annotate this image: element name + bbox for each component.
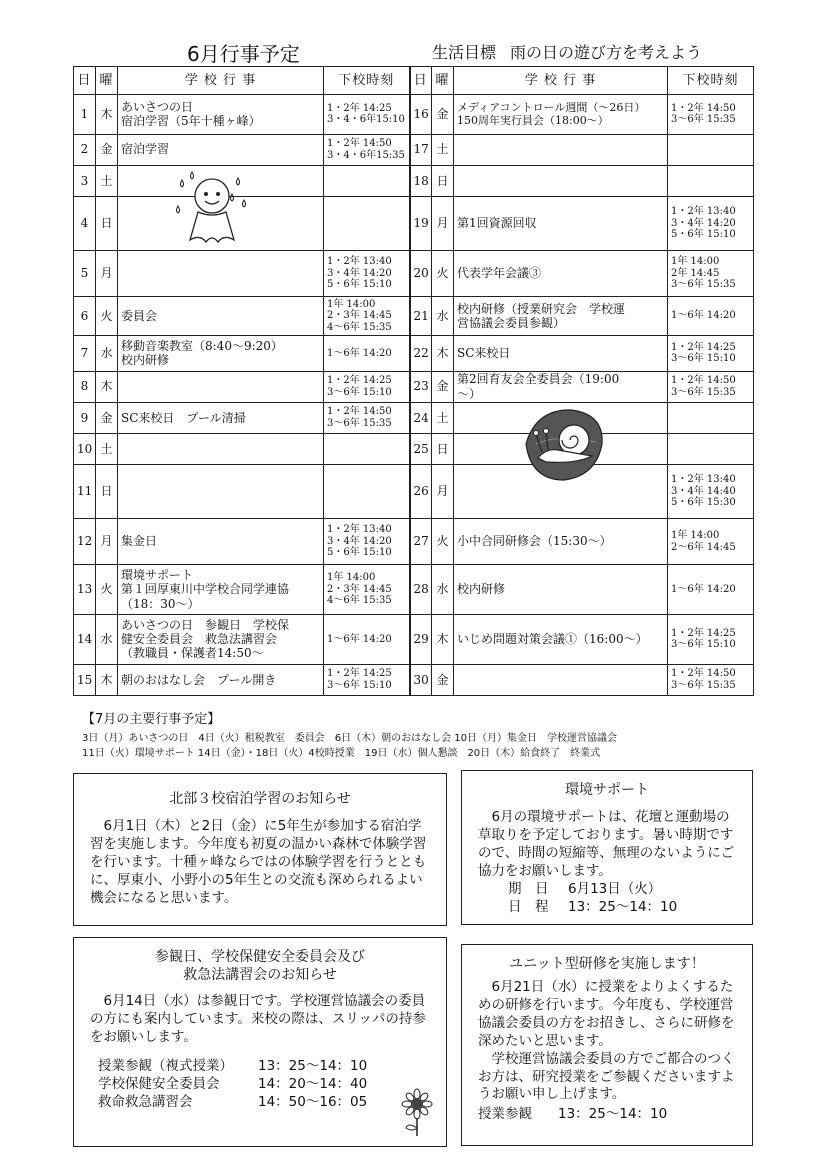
dismissal-time-cell-line: 1・2年 14:50 xyxy=(671,375,736,387)
goal-text: 雨の日の遊び方を考えよう xyxy=(510,43,703,62)
event-cell-line: 校内研修（授業研究会 学校運 xyxy=(457,301,626,316)
dismissal-time-cell-line: 3～6年 15:10 xyxy=(671,353,736,365)
event-cell-line: 第１回厚東川中学校合同学連協 xyxy=(121,582,290,597)
weekday-cell: 火 xyxy=(432,250,454,296)
day-cell: 11 xyxy=(74,465,96,519)
dismissal-time-cell xyxy=(668,519,754,565)
event-cell-line: 小中合同研修会（15:30～） xyxy=(457,534,612,549)
header-cell: 下校時刻 xyxy=(668,67,754,95)
dismissal-time-cell xyxy=(668,614,754,664)
dismissal-time-cell xyxy=(668,196,754,250)
open-class-day-title-line-2: 救急法講習会のお知らせ xyxy=(183,967,337,984)
event-cell xyxy=(118,519,324,565)
day-cell: 3 xyxy=(74,165,96,196)
event-cell xyxy=(118,664,324,695)
event-cell-line: 朝のおはなし会 プール開き xyxy=(121,672,277,687)
dismissal-time-cell xyxy=(324,134,410,165)
event-cell-line: 150周年実行員会（18:00～） xyxy=(457,114,609,128)
event-cell-line: 移動音楽教室（8:40～9:20） xyxy=(121,338,283,353)
overnight-study-notice xyxy=(73,773,447,926)
dismissal-time-cell xyxy=(324,165,410,196)
day-cell: 20 xyxy=(410,250,432,296)
weekday-cell: 火 xyxy=(432,519,454,565)
schedule-row-time: 13：25～14：10 xyxy=(258,1058,368,1075)
table-row xyxy=(74,95,754,135)
table-row xyxy=(74,134,754,165)
day-cell: 21 xyxy=(410,296,432,336)
open-class-day-body: 6月14日（水）は参観日です。学校運営協議会の委員の方にも案内しています。来校の際は、スリッパの持参をお願いします。 xyxy=(90,992,426,1045)
dismissal-time-cell xyxy=(668,402,754,433)
dismissal-time-cell xyxy=(324,433,410,464)
day-cell: 9 xyxy=(74,402,96,433)
dismissal-time-cell xyxy=(668,465,754,519)
day-cell: 16 xyxy=(410,95,432,135)
weekday-cell: 金 xyxy=(432,371,454,402)
dismissal-time-cell-line: 1・2年 14:25 xyxy=(327,375,392,387)
weekday-cell: 木 xyxy=(96,371,118,402)
dismissal-time-cell-line: 1年 14:00 xyxy=(671,256,720,268)
july-heading: 【7月の主要行事予定】 xyxy=(82,712,221,727)
event-cell xyxy=(454,614,668,664)
event-cell-line: 第2回育友会全委員会（19:00 xyxy=(457,372,620,387)
event-cell-line: あいさつの日 xyxy=(121,99,194,114)
day-cell: 28 xyxy=(410,564,432,614)
dismissal-time-cell-line: 5・6年 15:10 xyxy=(671,229,736,241)
table-row xyxy=(74,336,754,371)
day-cell: 5 xyxy=(74,250,96,296)
dismissal-time-cell-line: 1・2年 13:40 xyxy=(327,524,392,536)
dismissal-time-cell xyxy=(324,402,410,433)
unit-training-body-1: 6月21日（水）に授業をよりよくするための研修を行います。今年度も、学校運営協議会委員の方をお招きし、さらに研修を深めたいと思います。 xyxy=(478,979,735,1049)
event-cell xyxy=(454,296,668,336)
dismissal-time-cell-line: 1～6年 14:20 xyxy=(671,310,736,322)
day-cell: 14 xyxy=(74,614,96,664)
event-cell-line: （18：30～） xyxy=(121,596,200,611)
dismissal-time-cell-line: 3・4年 14:40 xyxy=(671,485,736,497)
open-class-day-schedule xyxy=(98,1058,430,1111)
event-cell xyxy=(454,336,668,371)
weekday-cell: 木 xyxy=(96,95,118,135)
unit-training-notice xyxy=(461,944,753,1146)
event-cell xyxy=(118,296,324,336)
day-cell: 18 xyxy=(410,165,432,196)
dismissal-time-cell xyxy=(324,336,410,371)
day-cell: 4 xyxy=(74,196,96,250)
dismissal-time-cell-line: 3・4年 14:20 xyxy=(327,535,392,547)
dismissal-time-cell xyxy=(668,250,754,296)
unit-training-title: ユニット型研修を実施します！ xyxy=(509,956,705,972)
environment-date-row xyxy=(508,881,736,899)
date-label: 期 日 xyxy=(508,880,549,897)
dismissal-time-cell-line: 1・2年 14:50 xyxy=(327,406,392,418)
dismissal-time-cell-line: 5・6年 15:10 xyxy=(327,547,392,559)
weekday-cell: 水 xyxy=(96,614,118,664)
event-cell xyxy=(454,134,668,165)
dismissal-time-cell xyxy=(668,165,754,196)
day-cell: 10 xyxy=(74,433,96,464)
day-cell: 23 xyxy=(410,371,432,402)
weekday-cell: 金 xyxy=(432,95,454,135)
weekday-cell: 月 xyxy=(96,250,118,296)
event-cell-line: SC来校日 プール清掃 xyxy=(121,410,246,425)
dismissal-time-cell-line: 1・2年 14:50 xyxy=(671,668,736,680)
unit-training-row-label: 授業参観 xyxy=(478,1106,532,1123)
weekday-cell: 木 xyxy=(96,664,118,695)
dismissal-time-cell xyxy=(668,371,754,402)
weekday-cell: 土 xyxy=(96,433,118,464)
page-title: 6月行事予定 xyxy=(187,42,300,66)
time-value: 13：25～14：10 xyxy=(568,898,678,915)
weekday-cell: 日 xyxy=(96,465,118,519)
event-cell-line: 第1回資源回収 xyxy=(457,216,537,231)
header-cell: 日 xyxy=(74,67,96,95)
table-row xyxy=(74,371,754,402)
dismissal-time-cell-line: 3～6年 15:35 xyxy=(671,679,736,691)
dismissal-time-cell-line: 2年 14:45 xyxy=(671,267,720,279)
event-cell-line: 校内研修 xyxy=(121,353,170,368)
event-cell-line: 代表学年会議③ xyxy=(457,266,542,281)
dismissal-time-cell-line: 3・4年 14:20 xyxy=(671,217,736,229)
dismissal-time-cell xyxy=(668,433,754,464)
goal-label: 生活目標 xyxy=(432,43,497,62)
dismissal-time-cell xyxy=(668,296,754,336)
event-cell xyxy=(454,250,668,296)
dismissal-time-cell-line: 1・2年 14:50 xyxy=(327,138,392,150)
dismissal-time-cell-line: 2・3年 14:45 xyxy=(327,310,392,322)
event-cell xyxy=(454,371,668,402)
schedule-row xyxy=(98,1094,430,1112)
dismissal-time-cell xyxy=(324,465,410,519)
event-cell-line: 環境サポート xyxy=(121,567,194,582)
dismissal-time-cell-line: 1年 14:00 xyxy=(671,530,720,542)
header-cell: 曜 xyxy=(96,67,118,95)
weekday-cell: 土 xyxy=(432,402,454,433)
event-cell-line: あいさつの日 参観日 学校保 xyxy=(121,617,290,632)
header-cell: 学 校 行 事 xyxy=(454,67,668,95)
dismissal-time-cell-line: 1年 14:00 xyxy=(327,572,376,584)
event-cell xyxy=(118,134,324,165)
dismissal-time-cell xyxy=(324,614,410,664)
weekday-cell: 月 xyxy=(432,196,454,250)
day-cell: 6 xyxy=(74,296,96,336)
dismissal-time-cell-line: 3～6年 15:35 xyxy=(327,417,392,429)
teru-teru-bozu-illustration xyxy=(172,170,252,248)
event-cell-line: 集金日 xyxy=(121,534,158,549)
event-cell xyxy=(118,564,324,614)
day-cell: 26 xyxy=(410,465,432,519)
dismissal-time-cell xyxy=(324,564,410,614)
event-cell-line: 宿泊学習（5年十種ヶ峰） xyxy=(121,114,261,129)
weekday-cell: 火 xyxy=(96,564,118,614)
dismissal-time-cell-line: 1・2年 14:25 xyxy=(327,668,392,680)
weekday-cell: 木 xyxy=(432,614,454,664)
unit-training-schedule-row xyxy=(478,1106,736,1124)
weekday-cell: 土 xyxy=(96,165,118,196)
dismissal-time-cell xyxy=(324,371,410,402)
environment-support-notice xyxy=(461,770,753,925)
weekday-cell: 水 xyxy=(432,296,454,336)
snail-on-leaf-illustration xyxy=(516,404,608,484)
table-row xyxy=(74,664,754,695)
life-goal xyxy=(432,40,702,63)
dismissal-time-cell xyxy=(668,95,754,135)
schedule-row xyxy=(98,1058,430,1076)
dismissal-time-cell-line: 1・2年 14:25 xyxy=(327,102,392,114)
event-cell-line: 宿泊学習 xyxy=(121,142,170,157)
schedule-row-label: 学校保健安全委員会 xyxy=(98,1076,220,1093)
event-cell-line: 健安全委員会 救急法講習会 xyxy=(121,632,278,647)
day-cell: 7 xyxy=(74,336,96,371)
event-cell xyxy=(118,614,324,664)
dismissal-time-cell-line: 5・6年 15:10 xyxy=(327,279,392,291)
weekday-cell: 金 xyxy=(96,402,118,433)
unit-training-body-2: 学校運営協議会委員の方でご都合のつくお方は、研究授業をご参観くださいますようお願い申し上げます。 xyxy=(478,1050,735,1103)
time-label: 日 程 xyxy=(508,898,549,915)
dismissal-time-cell-line: 2・3年 14:45 xyxy=(327,583,392,595)
dismissal-time-cell xyxy=(668,664,754,695)
table-row xyxy=(74,296,754,336)
day-cell: 2 xyxy=(74,134,96,165)
day-cell: 27 xyxy=(410,519,432,565)
event-cell xyxy=(454,165,668,196)
environment-time-row xyxy=(508,899,736,917)
event-cell-line: SC来校日 xyxy=(457,346,511,361)
dismissal-time-cell xyxy=(324,196,410,250)
day-cell: 19 xyxy=(410,196,432,250)
schedule-row-time: 14：50～16：05 xyxy=(258,1094,368,1110)
dismissal-time-cell-line: 1年 14:00 xyxy=(327,298,376,310)
july-events-line-1: 3日（月）あいさつの日 4日（火）租税教室 委員会 6日（木）朝のおはなし会 10日（月）集金日 学校運営協議会 xyxy=(82,733,617,744)
table-row xyxy=(74,250,754,296)
event-cell xyxy=(118,433,324,464)
dismissal-time-cell xyxy=(668,336,754,371)
schedule-row-label: 救命救急講習会 xyxy=(98,1094,193,1110)
event-cell-line: 校内研修 xyxy=(457,582,506,597)
table-row xyxy=(74,465,754,519)
event-cell xyxy=(454,564,668,614)
dismissal-time-cell-line: 3・4・6年15:35 xyxy=(327,149,405,161)
table-row xyxy=(74,433,754,464)
event-cell xyxy=(454,519,668,565)
dismissal-time-cell-line: 3・4・6年15:10 xyxy=(327,114,405,126)
weekday-cell: 月 xyxy=(432,465,454,519)
day-cell: 1 xyxy=(74,95,96,135)
unit-training-row-time: 13：25～14：10 xyxy=(558,1106,668,1123)
dismissal-time-cell xyxy=(324,519,410,565)
table-row xyxy=(74,564,754,614)
event-cell xyxy=(118,336,324,371)
event-cell xyxy=(454,196,668,250)
dismissal-time-cell xyxy=(324,95,410,135)
dismissal-time-cell-line: 2～6年 14:45 xyxy=(671,541,736,553)
open-class-day-notice xyxy=(73,937,447,1147)
day-cell: 17 xyxy=(410,134,432,165)
weekday-cell: 火 xyxy=(96,296,118,336)
dismissal-time-cell-line: 3～6年 15:10 xyxy=(671,639,736,651)
day-cell: 12 xyxy=(74,519,96,565)
schedule-row-time: 14：20～14：40 xyxy=(258,1076,368,1093)
environment-support-body: 6月の環境サポートは、花壇と運動場の草取りを予定しております。暑い時期ですので、時間の短縮等、無理のないようにご協力をお願いします。 xyxy=(478,809,735,879)
date-value: 6月13日（火） xyxy=(568,880,662,897)
schedule-table xyxy=(73,66,754,696)
event-cell-line: 営協議会委員参観） xyxy=(457,315,566,330)
event-cell-line: メディアコントロール週間（～26日） xyxy=(457,101,646,115)
day-cell: 30 xyxy=(410,664,432,695)
dismissal-time-cell-line: 1・2年 14:25 xyxy=(671,341,736,353)
weekday-cell: 水 xyxy=(96,336,118,371)
dismissal-time-cell-line: 1・2年 13:40 xyxy=(327,256,392,268)
weekday-cell: 土 xyxy=(432,134,454,165)
open-class-day-title xyxy=(90,948,430,985)
dismissal-time-cell-line: 1～6年 14:20 xyxy=(327,347,392,359)
day-cell: 22 xyxy=(410,336,432,371)
weekday-cell: 日 xyxy=(432,165,454,196)
day-cell: 24 xyxy=(410,402,432,433)
dismissal-time-cell-line: 3～6年 15:35 xyxy=(671,386,736,398)
event-cell-line: いじめ問題対策会議①（16:00～） xyxy=(457,632,648,647)
event-cell-line: ～） xyxy=(457,386,482,401)
weekday-cell: 木 xyxy=(432,336,454,371)
dismissal-time-cell xyxy=(668,134,754,165)
dismissal-time-cell-line: 1～6年 14:20 xyxy=(671,583,736,595)
header-cell: 下校時刻 xyxy=(324,67,410,95)
day-cell: 29 xyxy=(410,614,432,664)
dismissal-time-cell-line: 3・4年 14:20 xyxy=(327,267,392,279)
dismissal-time-cell-line: 4～6年 15:35 xyxy=(327,595,392,607)
overnight-study-title: 北部３校宿泊学習のお知らせ xyxy=(169,791,351,807)
dismissal-time-cell-line: 3～6年 15:10 xyxy=(327,386,392,398)
weekday-cell: 日 xyxy=(96,196,118,250)
day-cell: 15 xyxy=(74,664,96,695)
dismissal-time-cell xyxy=(324,250,410,296)
dismissal-time-cell-line: 3～6年 15:35 xyxy=(671,114,736,126)
event-cell xyxy=(118,250,324,296)
environment-support-title: 環境サポート xyxy=(565,782,649,798)
schedule-row xyxy=(98,1076,430,1094)
event-cell xyxy=(454,95,668,135)
dismissal-time-cell-line: 1・2年 13:40 xyxy=(671,474,736,486)
sunflower-icon xyxy=(400,1088,434,1136)
header-cell: 日 xyxy=(410,67,432,95)
day-cell: 13 xyxy=(74,564,96,614)
dismissal-time-cell-line: 1～6年 14:20 xyxy=(327,633,392,645)
weekday-cell: 日 xyxy=(432,433,454,464)
dismissal-time-cell xyxy=(668,564,754,614)
event-cell xyxy=(118,465,324,519)
dismissal-time-cell xyxy=(324,296,410,336)
dismissal-time-cell-line: 1・2年 14:50 xyxy=(671,102,736,114)
header-cell: 学 校 行 事 xyxy=(118,67,324,95)
event-cell xyxy=(118,402,324,433)
day-cell: 8 xyxy=(74,371,96,402)
dismissal-time-cell-line: 3～6年 15:10 xyxy=(327,679,392,691)
open-class-day-title-line-1: 参観日、学校保健安全委員会及び xyxy=(155,949,365,965)
table-row xyxy=(74,402,754,433)
weekday-cell: 金 xyxy=(432,664,454,695)
event-cell-line: 委員会 xyxy=(121,308,158,323)
event-cell-line: （教職員・保護者14:50～ xyxy=(121,646,264,661)
table-row xyxy=(74,519,754,565)
dismissal-time-cell-line: 1・2年 13:40 xyxy=(671,206,736,218)
table-header-row xyxy=(74,67,754,95)
table-row xyxy=(74,614,754,664)
weekday-cell: 金 xyxy=(96,134,118,165)
event-cell xyxy=(118,371,324,402)
july-events-line-2: 11日（火）環境サポート 14日（金）・18日（火）4校時授業 19日（水）個人懇談 20日（木）給食終了 終業式 xyxy=(82,748,601,759)
overnight-study-body: 6月1日（木）と2日（金）に5年生が参加する宿泊学習を実施します。今年度も初夏の温かい森林で体験学習を行います。十種ヶ峰ならではの体験学習を行うとともに、厚東小、小野小の5年生との交流も深められるよい機会になると思います。 xyxy=(90,818,427,906)
day-cell: 25 xyxy=(410,433,432,464)
header-cell: 曜 xyxy=(432,67,454,95)
dismissal-time-cell-line: 3～6年 15:35 xyxy=(671,279,736,291)
dismissal-time-cell xyxy=(324,664,410,695)
weekday-cell: 月 xyxy=(96,519,118,565)
event-cell xyxy=(454,664,668,695)
dismissal-time-cell-line: 5・6年 15:30 xyxy=(671,497,736,509)
weekday-cell: 水 xyxy=(432,564,454,614)
dismissal-time-cell-line: 1・2年 14:25 xyxy=(671,627,736,639)
dismissal-time-cell-line: 4～6年 15:35 xyxy=(327,321,392,333)
schedule-row-label: 授業参観（複式授業） xyxy=(98,1058,233,1075)
event-cell xyxy=(118,95,324,135)
